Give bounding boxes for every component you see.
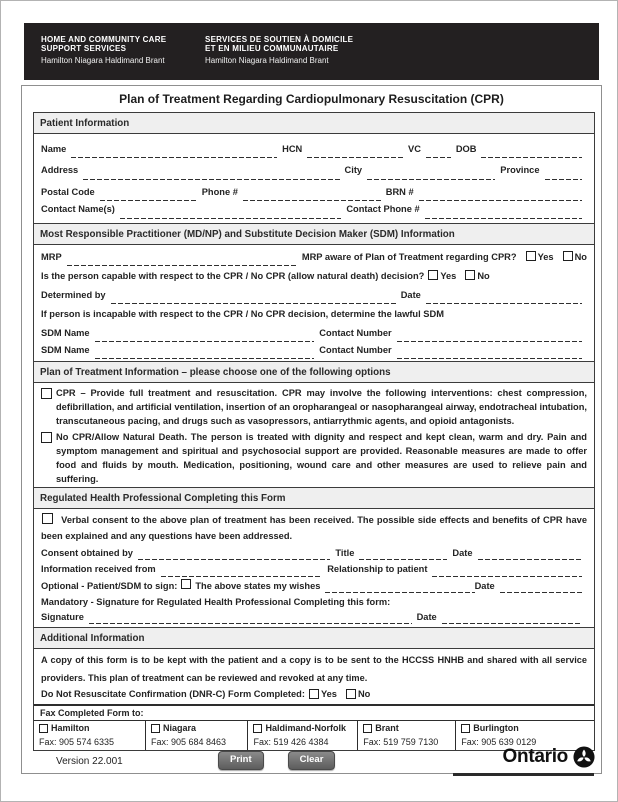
org-name-fr-line1: SERVICES DE SOUTIEN À DOMICILE	[205, 35, 354, 44]
sdm1-contact-field[interactable]	[397, 329, 582, 342]
capable-yes-label: Yes	[440, 271, 457, 281]
capable-yes-checkbox[interactable]	[428, 270, 438, 280]
info-from-label: Information received from	[41, 564, 156, 574]
version-label: Version 22.001	[56, 756, 123, 767]
sdm1-name-field[interactable]	[95, 329, 315, 342]
patient-name-row	[34, 137, 594, 159]
mrp-row	[34, 247, 594, 266]
wishes-signature-field[interactable]	[325, 581, 474, 594]
hamilton-fax-number: Fax: 905 574 6335	[39, 737, 115, 747]
fax-cell-hamilton	[34, 721, 146, 750]
patient-address-row	[34, 159, 594, 181]
patient-postal-row	[34, 180, 594, 202]
brn-label: BRN #	[385, 186, 414, 197]
determined-by-field[interactable]	[111, 291, 396, 304]
capable-no-checkbox[interactable]	[465, 270, 475, 280]
optional-sign-row	[34, 577, 594, 594]
hcn-label: HCN	[282, 143, 303, 154]
banner-french	[205, 35, 599, 80]
trillium-icon	[573, 746, 595, 768]
print-button[interactable]: Print	[218, 751, 264, 770]
mrp-aware-yes-checkbox[interactable]	[526, 251, 536, 261]
optional-sign-label: Optional - Patient/SDM to sign:	[41, 580, 178, 591]
sdm1-contact-label: Contact Number	[319, 328, 392, 338]
wishes-date-label: Date	[474, 580, 495, 591]
sdm2-contact-field[interactable]	[397, 346, 582, 359]
brant-checkbox[interactable]	[363, 724, 372, 733]
vc-field[interactable]	[426, 146, 451, 159]
org-name-en-line2: SUPPORT SERVICES	[41, 44, 127, 54]
information-received-row	[34, 561, 594, 578]
banner-english	[41, 35, 205, 80]
sdm1-name-label: SDM Name	[41, 328, 90, 338]
niagara-checkbox[interactable]	[151, 724, 160, 733]
consent-by-label: Consent obtained by	[41, 547, 133, 558]
consent-by-field[interactable]	[138, 548, 330, 561]
org-name-fr	[205, 35, 599, 54]
sdm-row-2	[34, 342, 594, 361]
org-name-en	[41, 35, 205, 54]
dob-label: DOB	[455, 143, 477, 154]
postal-code-label: Postal Code	[41, 186, 95, 197]
contact-names-field[interactable]	[120, 206, 341, 219]
mrp-aware-no-label: No	[574, 252, 587, 262]
wishes-date-field[interactable]	[500, 581, 582, 594]
form-body	[33, 112, 595, 751]
signature-date-field[interactable]	[442, 612, 582, 625]
clear-button[interactable]: Clear	[288, 751, 336, 770]
haldimand-norfolk-fax-number: Fax: 519 426 4384	[253, 737, 329, 747]
signature-field[interactable]	[89, 612, 412, 625]
mrp-label: MRP	[41, 252, 62, 262]
haldimand-norfolk-checkbox[interactable]	[253, 724, 262, 733]
incapable-instruction: If person is incapable with respect to the CPR / No CPR decision, determine the lawful SDM	[41, 309, 444, 319]
province-label: Province	[500, 165, 540, 175]
relationship-field[interactable]	[432, 564, 582, 577]
org-name-fr-line2: ET EN MILIEU COMMUNAUTAIRE	[205, 44, 339, 54]
section-header-additional: Additional Information	[34, 627, 594, 649]
brant-fax-number: Fax: 519 759 7130	[363, 737, 439, 747]
mrp-aware-no-checkbox[interactable]	[563, 251, 573, 261]
copy-instructions: A copy of this form is to be kept with the patient and a copy is to be sent to the HCCSS HNHB and shared with all service providers. This plan of treatment can be reviewed and revoked at any time.	[41, 654, 587, 683]
section-header-patient: Patient Information	[34, 113, 594, 134]
consent-title-label: Title	[335, 547, 355, 558]
fax-cell-niagara	[146, 721, 248, 750]
dnr-yes-checkbox[interactable]	[309, 689, 319, 699]
relationship-label: Relationship to patient	[327, 564, 428, 574]
section-header-mrp: Most Responsible Practitioner (MD/NP) and Substitute Decision Maker (SDM) Information	[34, 223, 594, 245]
hamilton-label: Hamilton	[51, 723, 90, 733]
org-name-en-line1: HOME AND COMMUNITY CARE	[41, 35, 167, 44]
section-header-regulated: Regulated Health Professional Completing this Form	[34, 487, 594, 509]
capable-no-label: No	[477, 271, 490, 281]
ontario-wordmark: Ontario	[502, 746, 568, 767]
action-buttons	[218, 751, 335, 770]
name-label: Name	[41, 143, 67, 154]
address-field[interactable]	[83, 167, 339, 180]
burlington-checkbox[interactable]	[461, 724, 470, 733]
form-footer	[22, 746, 603, 775]
incapable-text-row	[34, 304, 594, 323]
wishes-checkbox[interactable]	[181, 579, 191, 589]
contact-phone-field[interactable]	[425, 206, 582, 219]
form-frame	[21, 85, 602, 774]
patient-contact-row	[34, 202, 594, 224]
dnr-no-checkbox[interactable]	[346, 689, 356, 699]
fax-cell-brant	[358, 721, 456, 750]
footer-divider	[453, 773, 594, 776]
verbal-consent-paragraph	[34, 509, 594, 544]
brn-field[interactable]	[419, 189, 582, 202]
contact-names-label: Contact Name(s)	[41, 204, 115, 214]
option-no-cpr	[34, 429, 594, 487]
burlington-fax-number: Fax: 905 639 0129	[461, 737, 537, 747]
dnr-yes-label: Yes	[320, 689, 337, 699]
no-cpr-option-title: No CPR/Allow Natural Death.	[56, 432, 188, 442]
city-field[interactable]	[367, 167, 495, 180]
mrp-aware-yes-label: Yes	[537, 252, 554, 262]
fax-cell-haldimand-norfolk	[248, 721, 358, 750]
org-region-en: Hamilton Niagara Haldimand Brant	[41, 55, 165, 65]
cpr-option-checkbox[interactable]	[41, 388, 52, 399]
consent-date-label: Date	[452, 547, 473, 558]
sdm2-contact-label: Contact Number	[319, 345, 392, 355]
mandatory-text-row	[34, 594, 594, 611]
cpr-option-text: CPR may involve the following interventions: chest compression, defibrillation, and artificial ventilation, insertion of an oropharangeal or nasopharangeal airway, endotracheal intubation, transcutaneous pacing, and drugs such as vasopressors, antiarrythmic agents, and opioid antagonists.	[56, 388, 587, 426]
dnr-no-label: No	[357, 689, 371, 699]
name-field[interactable]	[71, 146, 277, 159]
dnr-label: Do Not Resuscitate Confirmation (DNR-C) Form Completed:	[41, 689, 305, 699]
signature-date-label: Date	[416, 611, 437, 622]
consent-title-field[interactable]	[359, 548, 447, 561]
burlington-label: Burlington	[473, 723, 519, 733]
no-cpr-option-text: The person is treated with dignity and respect and kept clean, warm and dry. Pain and symptom management and spiritual and psychosocial support are provided. Reasonable measures are made to offer food and fluids by mouth. Medication, positioning, wound care and other measures are used to relieve pain and suffering.	[56, 432, 587, 484]
signature-row	[34, 610, 594, 627]
option-cpr	[34, 385, 594, 429]
consent-obtained-row	[34, 544, 594, 561]
section-header-plan: Plan of Treatment Information – please choose one of the following options	[34, 361, 594, 383]
fax-table-header: Fax Completed Form to:	[34, 704, 594, 721]
haldimand-norfolk-label: Haldimand-Norfolk	[265, 723, 346, 733]
vc-label: VC	[408, 143, 421, 154]
hamilton-checkbox[interactable]	[39, 724, 48, 733]
sdm-row-1	[34, 323, 594, 342]
determined-date-field[interactable]	[426, 291, 582, 304]
org-region-fr: Hamilton Niagara Haldimand Brant	[205, 55, 329, 65]
mrp-field[interactable]	[67, 253, 297, 266]
mandatory-instruction: Mandatory - Signature for Regulated Health Professional Completing this form:	[41, 597, 391, 607]
mrp-aware-question: MRP aware of Plan of Treatment regarding CPR?	[301, 252, 517, 262]
city-label: City	[344, 165, 363, 175]
sdm2-name-label: SDM Name	[41, 345, 90, 355]
ontario-logo	[503, 746, 595, 768]
no-cpr-option-checkbox[interactable]	[41, 432, 52, 443]
province-field[interactable]	[545, 167, 582, 180]
address-label: Address	[41, 165, 79, 175]
capable-row	[34, 266, 594, 285]
page-title: Plan of Treatment Regarding Cardiopulmonary Resuscitation (CPR)	[119, 92, 504, 106]
phone-label: Phone #	[201, 186, 238, 197]
niagara-fax-number: Fax: 905 684 8463	[151, 737, 227, 747]
brant-label: Brant	[375, 723, 399, 733]
wishes-label: The above states my wishes	[195, 580, 321, 591]
hcn-field[interactable]	[307, 146, 403, 159]
determined-by-row	[34, 285, 594, 304]
dob-field[interactable]	[481, 146, 582, 159]
org-banner	[24, 23, 599, 80]
niagara-label: Niagara	[163, 723, 197, 733]
info-from-field[interactable]	[161, 564, 323, 577]
cpr-option-title: CPR – Provide full treatment and resuscitation.	[56, 388, 278, 398]
determined-by-label: Determined by	[41, 290, 106, 300]
sdm2-name-field[interactable]	[95, 346, 315, 359]
verbal-consent-checkbox[interactable]	[42, 513, 53, 524]
verbal-consent-text: Verbal consent to the above plan of treatment has been received. The possible side effects and benefits of CPR have been explained and any questions have been addressed.	[41, 515, 587, 541]
capable-question: Is the person capable with respect to the CPR / No CPR (allow natural death) decision?	[41, 271, 425, 281]
signature-label: Signature	[41, 611, 84, 622]
consent-date-field[interactable]	[478, 548, 582, 561]
determined-date-label: Date	[400, 290, 421, 300]
dnr-row	[34, 688, 594, 705]
contact-phone-label: Contact Phone #	[346, 204, 420, 214]
